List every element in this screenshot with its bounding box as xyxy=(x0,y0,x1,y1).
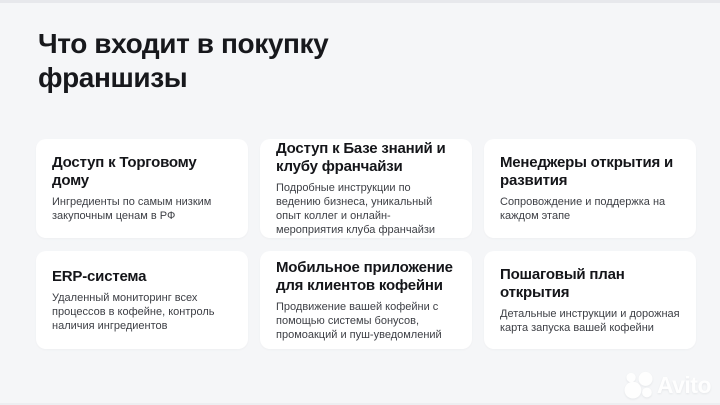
card-description: Подробные инструкции по ведению бизнеса, уникальный опыт коллег и онлайн-мероприятия клуба франчайзи xyxy=(276,182,436,236)
card-description: Ингредиенты по самым низким закупочным ценам в РФ xyxy=(52,196,212,222)
card-title: Пошаговый план открытия xyxy=(500,265,625,301)
card-title: Доступ к Базе знаний и клубу франчайзи xyxy=(276,140,446,175)
page-title-line-2: франшизы xyxy=(38,62,188,93)
card-step-by-step-plan xyxy=(484,251,696,349)
avito-logo-icon xyxy=(624,371,654,399)
card-mobile-app xyxy=(260,251,472,349)
card-title: Мобильное приложение для клиентов кофейни xyxy=(276,258,453,294)
avito-wordmark: Avito xyxy=(656,371,711,398)
top-edge-strip xyxy=(0,0,720,3)
card-title: Менеджеры открытия и развития xyxy=(500,154,674,189)
benefit-cards-grid xyxy=(36,139,696,349)
card-description: Сопровождение и поддержка на каждом этапе xyxy=(500,196,666,222)
card-description: Удаленный мониторинг всех процессов в кофейне, контроль наличия ингредиентов xyxy=(52,291,215,332)
page-title-line-1: Что входит в покупку xyxy=(38,28,329,59)
card-opening-managers xyxy=(484,139,696,238)
card-title: ERP-система xyxy=(52,267,147,285)
avito-watermark xyxy=(624,371,711,399)
card-trading-house xyxy=(36,139,248,238)
card-description: Детальные инструкции и дорожная карта запуска вашей кофейни xyxy=(500,307,680,334)
page-title xyxy=(38,27,328,95)
card-title: Доступ к Торговому дому xyxy=(52,154,197,189)
card-erp-system xyxy=(36,251,248,349)
card-knowledge-base xyxy=(260,139,472,238)
card-description: Продвижение вашей кофейни с помощью системы бонусов, промоакций и пуш-уведомлений xyxy=(276,300,442,341)
